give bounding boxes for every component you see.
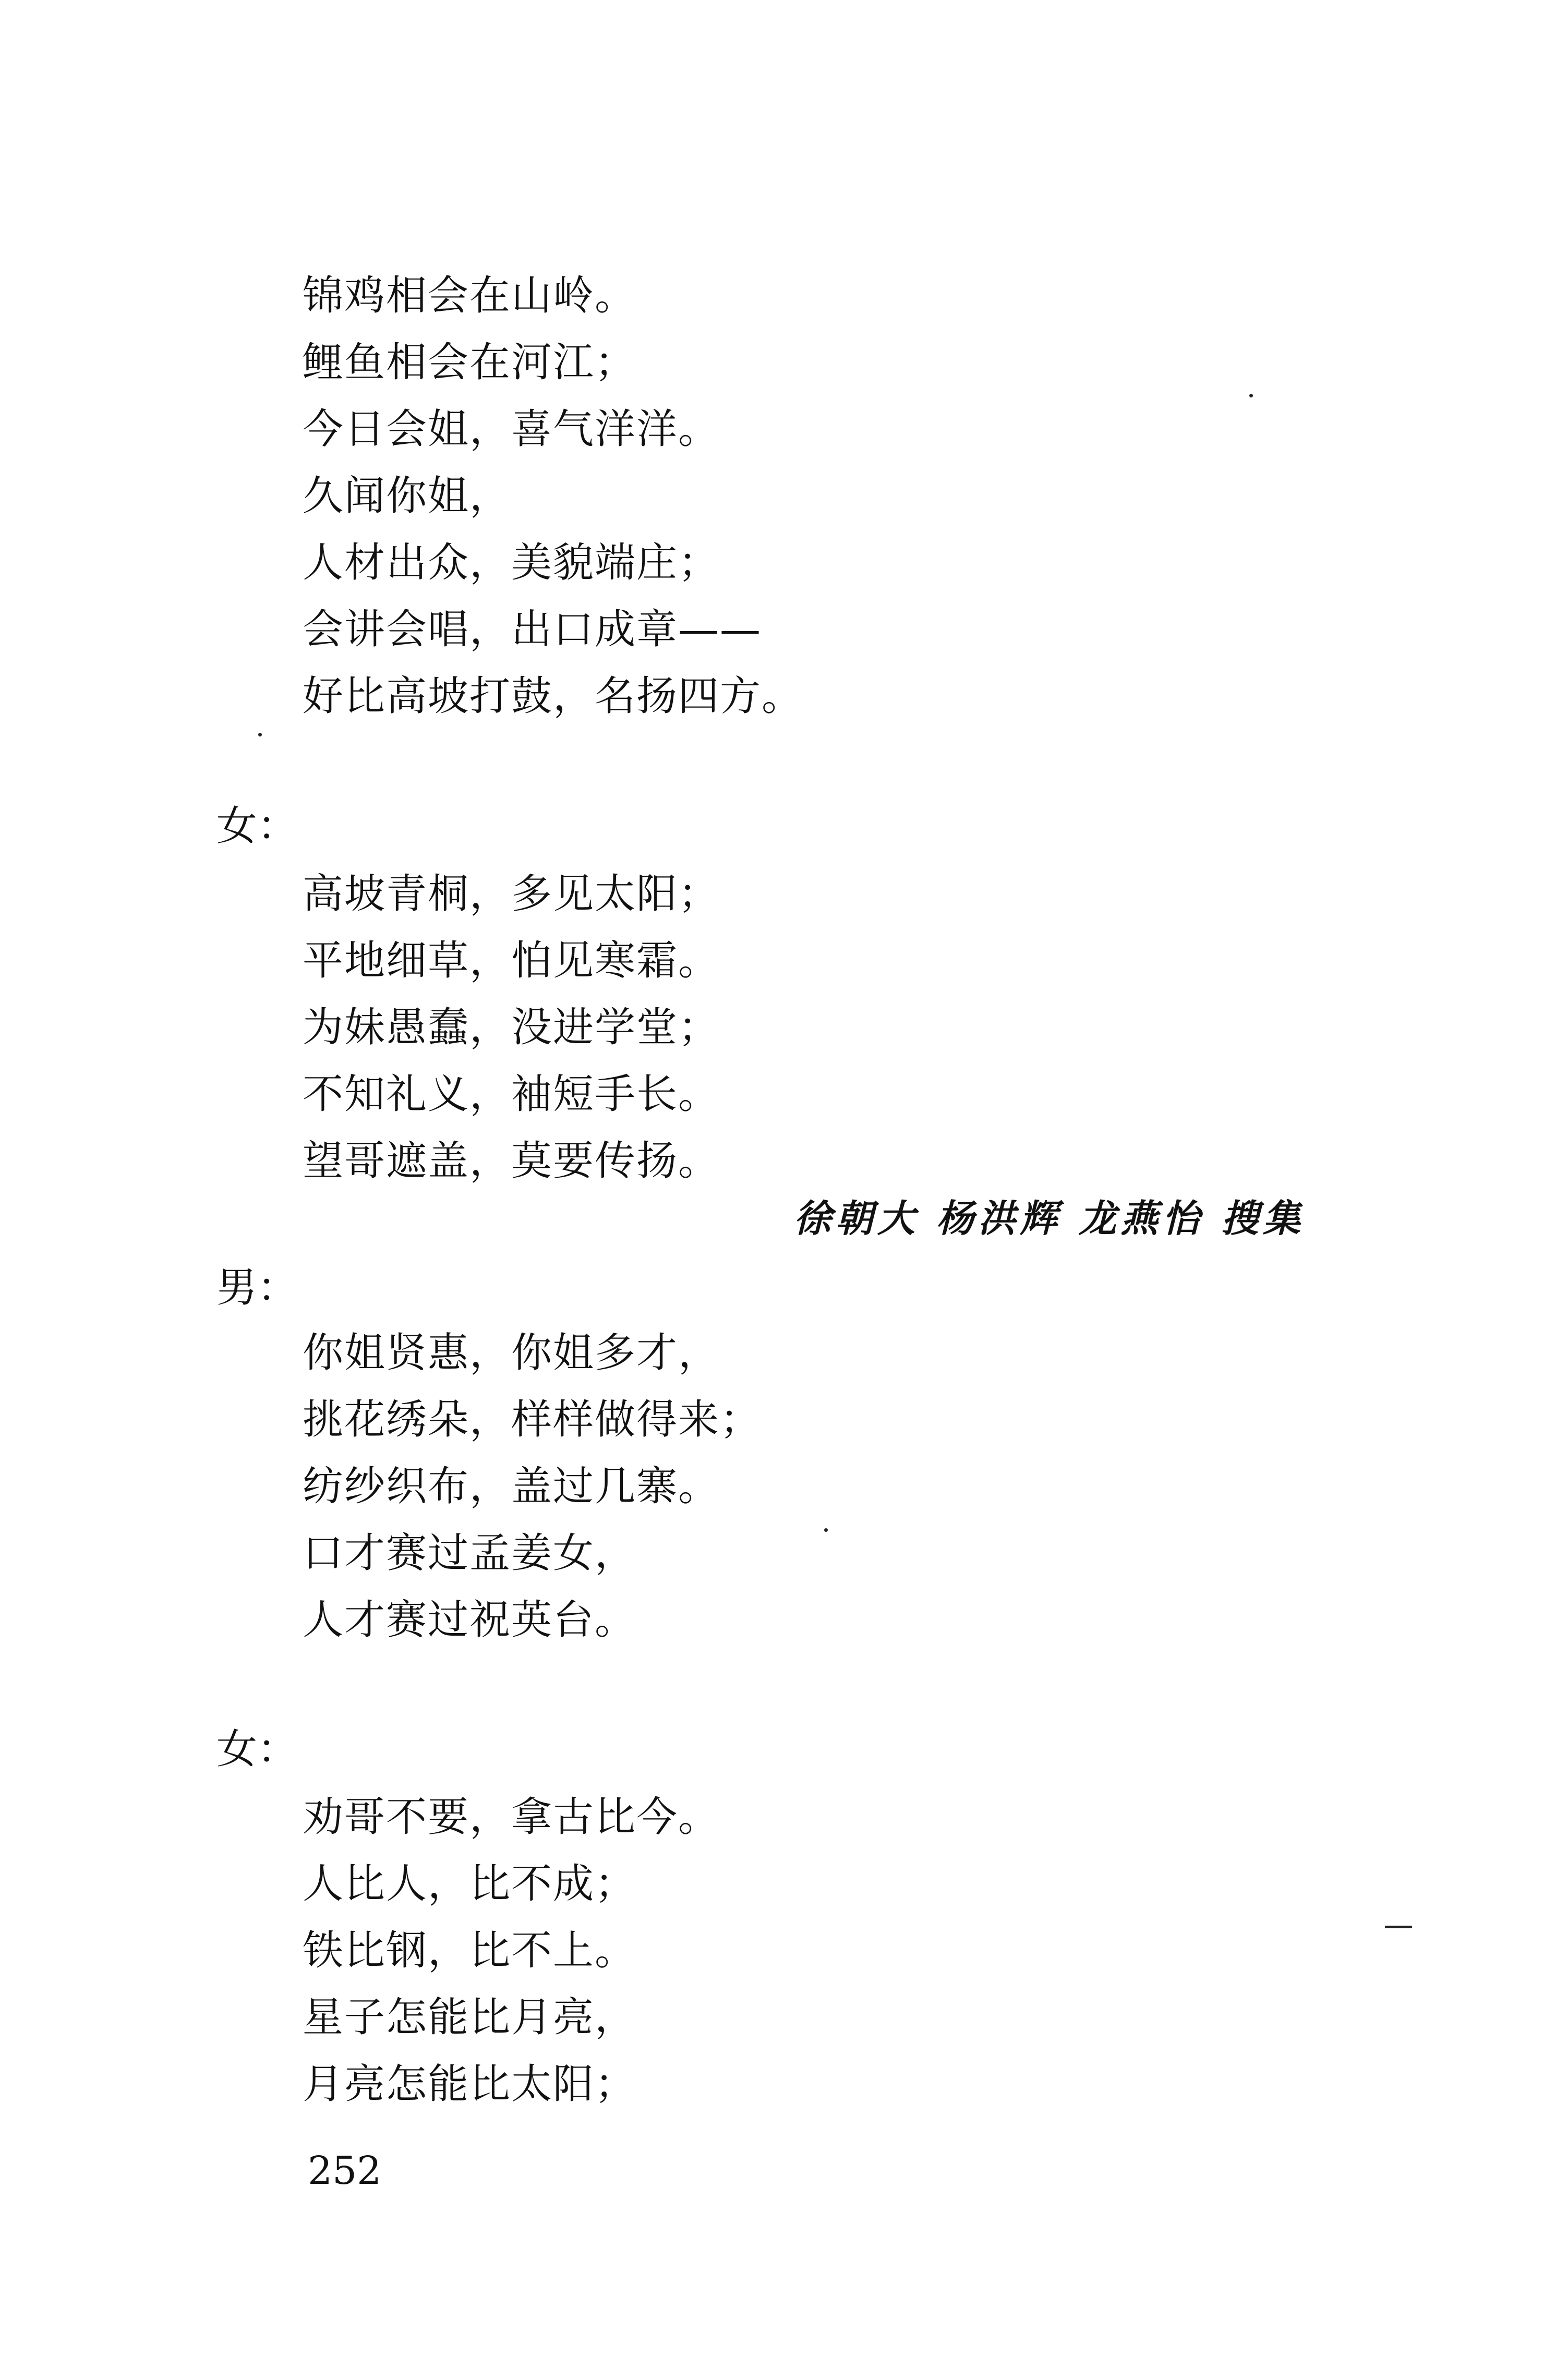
verse-line: 不知礼义，袖短手长。 [303, 1071, 720, 1118]
verse-line: 口才赛过孟姜女， [303, 1530, 637, 1577]
verse-line: 望哥遮盖，莫要传扬。 [303, 1138, 720, 1184]
scan-speck [1385, 1926, 1412, 1928]
scan-speck [258, 733, 262, 736]
speaker-label: 男： [216, 1264, 298, 1311]
verse-line: 人才赛过祝英台。 [303, 1597, 637, 1643]
verse-line: 今日会姐，喜气洋洋。 [303, 406, 720, 453]
page-number: 252 [308, 2148, 382, 2193]
verse-line: 锦鸡相会在山岭。 [303, 272, 637, 319]
verse-line: 人材出众，美貌端庄； [303, 539, 720, 586]
speaker-label: 女： [216, 1726, 298, 1773]
verse-line: 铁比钢，比不上。 [303, 1927, 637, 1974]
speaker-label: 女： [216, 803, 298, 850]
verse-line: 人比人，比不成； [303, 1860, 637, 1907]
verse-line: 挑花绣朵，样样做得来； [303, 1396, 762, 1443]
verse-line: 纺纱织布，盖过几寨。 [303, 1463, 720, 1510]
verse-line: 平地细草，怕见寒霜。 [303, 937, 720, 984]
verse-line: 劝哥不要，拿古比今。 [303, 1794, 720, 1841]
collector-credit: 徐朝大 杨洪辉 龙燕怡 搜集 [793, 1196, 1305, 1240]
verse-line: 星子怎能比月亮， [303, 1994, 637, 2041]
verse-line: 好比高坡打鼓，名扬四方。 [303, 673, 804, 720]
scan-speck [824, 1528, 828, 1532]
verse-line: 高坡青桐，多见太阳； [303, 871, 720, 917]
verse-line: 你姐贤惠，你姐多才， [303, 1329, 720, 1376]
verse-line: 为妹愚蠢，没进学堂； [303, 1004, 720, 1051]
scan-speck [1249, 394, 1253, 397]
verse-line: 久闻你姐， [303, 473, 512, 519]
verse-line: 会讲会唱，出口成章—— [303, 606, 762, 653]
verse-line: 月亮怎能比太阳； [303, 2061, 637, 2108]
verse-line: 鲤鱼相会在河江； [303, 339, 637, 386]
